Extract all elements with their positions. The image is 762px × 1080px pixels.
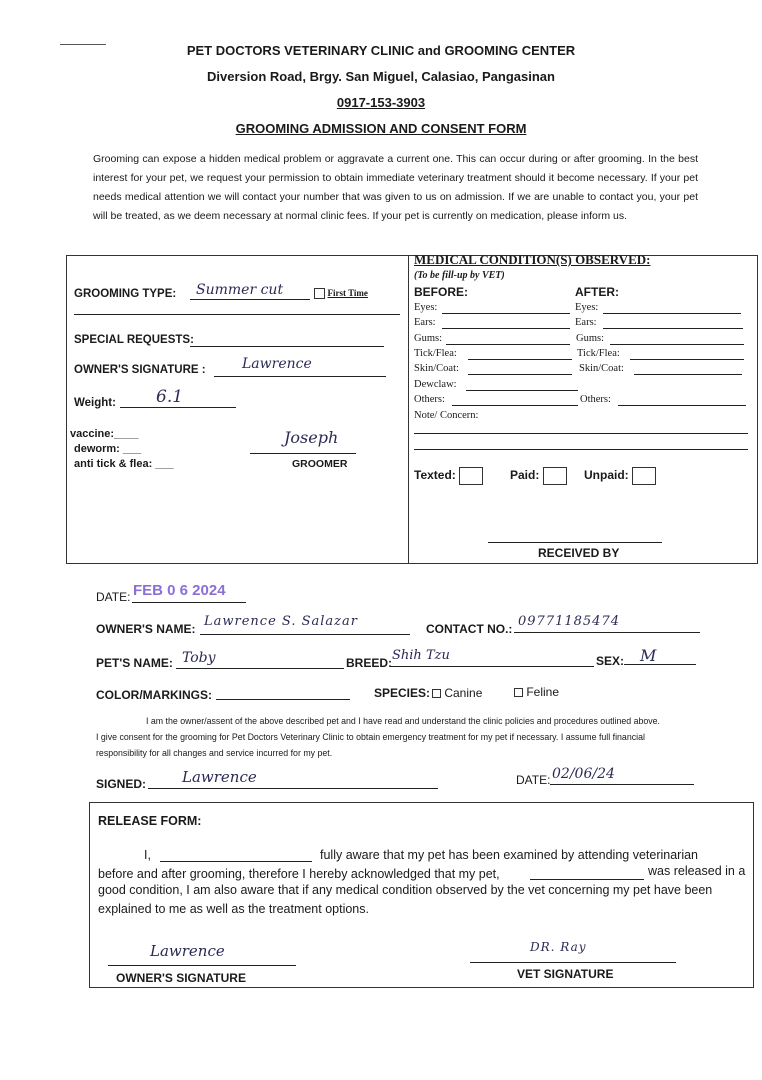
- clinic-phone: 0917-153-3903: [336, 95, 426, 110]
- feline-checkbox[interactable]: [514, 688, 523, 697]
- feline-label: Feline: [526, 685, 560, 699]
- consent-line-3: responsibility for all changes and service incurred for my pet.: [96, 748, 333, 758]
- breed-label: BREED:: [346, 656, 393, 670]
- unpaid-checkbox[interactable]: [632, 467, 656, 485]
- release-pet-line[interactable]: [530, 879, 644, 880]
- before-others-line[interactable]: [452, 405, 578, 406]
- weight-line: [120, 407, 236, 408]
- contact-label: CONTACT NO.:: [426, 622, 513, 636]
- after-eyes-label: Eyes:: [575, 302, 599, 313]
- consent-date-value[interactable]: 02/06/24: [552, 766, 615, 782]
- clinic-name: PET DOCTORS VETERINARY CLINIC and GROOMING CENTER: [186, 43, 576, 58]
- feline-option[interactable]: [514, 685, 559, 699]
- antitick-label: anti tick & flea: ___: [74, 458, 174, 470]
- form-title: GROOMING ADMISSION AND CONSENT FORM: [235, 121, 527, 136]
- release-owner-signature-line: [108, 965, 296, 966]
- clinic-address: Diversion Road, Brgy. San Miguel, Calasiao, Pangasinan: [207, 69, 555, 84]
- unpaid-label: Unpaid:: [584, 468, 629, 483]
- release-p1b: fully aware that my pet has been examined by attending veterinarian: [320, 848, 699, 862]
- intro-paragraph: Grooming can expose a hidden medical problem or aggravate a current one. This can occur during or after grooming. In the best interest for your pet, we request your permission to obtain immediate veterinary treatment should it become necessary. If your pet needs medical attention we will contact your number that was given to us on admission. If we are unable to contact you, your pet will be treated, as we deem necessary at normal clinic fees. If your pet is currently on medication, please inform us.: [93, 153, 698, 222]
- release-p2a: before and after grooming, therefore I hereby acknowledged that my pet,: [98, 867, 500, 881]
- grooming-type-line: [190, 299, 310, 300]
- box-divider: [408, 255, 409, 563]
- date-label: DATE:: [96, 590, 131, 604]
- vet-signature-value[interactable]: DR. Ray: [530, 940, 587, 954]
- color-markings-label: COLOR/MARKINGS:: [96, 688, 212, 702]
- color-markings-line[interactable]: [216, 699, 350, 700]
- owner-signature-value[interactable]: Lawrence: [242, 356, 312, 372]
- owner-name-line: [200, 634, 410, 635]
- after-eyes-line[interactable]: [603, 313, 741, 314]
- sex-line: [624, 664, 696, 665]
- paid-option[interactable]: [510, 467, 567, 485]
- special-requests-label: SPECIAL REQUESTS:: [74, 334, 194, 346]
- medical-subtitle: (To be fill-up by VET): [414, 270, 505, 281]
- date-line: [132, 602, 246, 603]
- deworm-label: deworm: ___: [74, 443, 142, 455]
- owner-signature-label: OWNER'S SIGNATURE :: [74, 364, 206, 376]
- before-tickflea-label: Tick/Flea:: [414, 348, 457, 359]
- weight-label: Weight:: [74, 397, 116, 409]
- groomer-name[interactable]: Joseph: [284, 428, 339, 447]
- sex-value[interactable]: M: [640, 646, 657, 665]
- before-ears-line[interactable]: [442, 328, 570, 329]
- weight-value[interactable]: 6.1: [156, 387, 184, 407]
- before-dewclaw-label: Dewclaw:: [414, 379, 457, 390]
- signed-line: [148, 788, 438, 789]
- after-others-line[interactable]: [618, 405, 746, 406]
- received-by-line[interactable]: [488, 542, 662, 543]
- after-skincoat-line[interactable]: [634, 374, 742, 375]
- received-by-label: RECEIVED BY: [538, 546, 620, 560]
- consent-line-2: I give consent for the grooming for Pet Doctors Veterinary Clinic to obtain emergency treatment for my pet if necessary. I assume full financial: [96, 732, 645, 742]
- pet-name-label: PET'S NAME:: [96, 656, 173, 670]
- after-ears-label: Ears:: [575, 317, 597, 328]
- contact-line: [514, 632, 700, 633]
- before-tickflea-line[interactable]: [468, 359, 572, 360]
- before-skincoat-label: Skin/Coat:: [414, 363, 459, 374]
- before-gums-label: Gums:: [414, 333, 443, 344]
- date-stamp[interactable]: FEB 0 6 2024: [133, 582, 226, 599]
- first-time-option[interactable]: [314, 288, 368, 299]
- owner-signature-line: [214, 376, 386, 377]
- sex-label: SEX:: [596, 654, 625, 668]
- groomer-label: GROOMER: [292, 458, 348, 470]
- texted-option[interactable]: [414, 467, 483, 485]
- consent-line-1: I am the owner/assent of the above described pet and I have read and understand the clinic policies and procedures outlined above.: [146, 716, 660, 726]
- signed-label: SIGNED:: [96, 777, 147, 791]
- first-time-checkbox[interactable]: [314, 288, 325, 299]
- before-eyes-line[interactable]: [442, 313, 570, 314]
- paid-label: Paid:: [510, 468, 540, 483]
- pet-name-value[interactable]: Toby: [182, 650, 216, 666]
- canine-option[interactable]: [432, 686, 482, 700]
- before-eyes-label: Eyes:: [414, 302, 438, 313]
- after-skincoat-label: Skin/Coat:: [579, 363, 624, 374]
- consent-date-line: [550, 784, 694, 785]
- signed-value[interactable]: Lawrence: [182, 768, 257, 786]
- grooming-extra-line: [74, 314, 400, 315]
- breed-value[interactable]: Shih Tzu: [392, 648, 450, 663]
- special-requests-line[interactable]: [190, 346, 384, 347]
- release-p3: good condition, I am also aware that if any medical condition observed by the vet concerning my pet have been: [98, 883, 713, 897]
- grooming-type-value[interactable]: Summer cut: [196, 282, 284, 298]
- release-p1a: I,: [144, 848, 151, 862]
- before-gums-line[interactable]: [446, 344, 570, 345]
- release-owner-signature-label: OWNER'S SIGNATURE: [116, 971, 246, 985]
- species-label: SPECIES:: [374, 686, 431, 700]
- canine-label: Canine: [444, 686, 483, 700]
- release-name-line[interactable]: [160, 861, 312, 862]
- release-p2b: was released in a: [648, 864, 746, 878]
- pet-name-line: [176, 668, 344, 669]
- after-others-label: Others:: [580, 394, 611, 405]
- vaccine-label: vaccine:____: [70, 428, 139, 440]
- release-title: RELEASE FORM:: [98, 814, 202, 828]
- after-tickflea-label: Tick/Flea:: [577, 348, 620, 359]
- before-dewclaw-line[interactable]: [466, 390, 578, 391]
- contact-value[interactable]: 09771185474: [518, 614, 620, 629]
- texted-checkbox[interactable]: [459, 467, 483, 485]
- groomer-line: [250, 453, 356, 454]
- after-label: AFTER:: [575, 285, 619, 299]
- after-tickflea-line[interactable]: [630, 359, 744, 360]
- vet-signature-line: [470, 962, 676, 963]
- admission-box: [66, 255, 758, 564]
- before-skincoat-line[interactable]: [468, 374, 572, 375]
- note-concern-label: Note/ Concern:: [414, 410, 479, 421]
- paid-checkbox[interactable]: [543, 467, 567, 485]
- texted-label: Texted:: [414, 468, 456, 483]
- breed-line: [390, 666, 594, 667]
- note-line-2[interactable]: [414, 449, 748, 450]
- consent-date-label: DATE:: [516, 773, 551, 787]
- medical-title: MEDICAL CONDITION(S) OBSERVED:: [414, 252, 651, 267]
- first-time-label: First Time: [327, 288, 368, 298]
- before-ears-label: Ears:: [414, 317, 436, 328]
- before-others-label: Others:: [414, 394, 445, 405]
- after-gums-label: Gums:: [576, 333, 605, 344]
- vet-signature-label: VET SIGNATURE: [517, 967, 614, 981]
- canine-checkbox[interactable]: [432, 689, 441, 698]
- release-owner-signature-value[interactable]: Lawrence: [150, 942, 225, 960]
- unpaid-option[interactable]: [584, 467, 656, 485]
- after-ears-line[interactable]: [603, 328, 743, 329]
- note-line-1[interactable]: [414, 433, 748, 434]
- owner-name-value[interactable]: Lawrence S. Salazar: [204, 614, 358, 629]
- owner-name-label: OWNER'S NAME:: [96, 622, 196, 636]
- after-gums-line[interactable]: [610, 344, 744, 345]
- before-label: BEFORE:: [414, 285, 468, 299]
- release-p4: explained to me as well as the treatment options.: [98, 902, 369, 916]
- grooming-type-label: GROOMING TYPE:: [74, 288, 177, 300]
